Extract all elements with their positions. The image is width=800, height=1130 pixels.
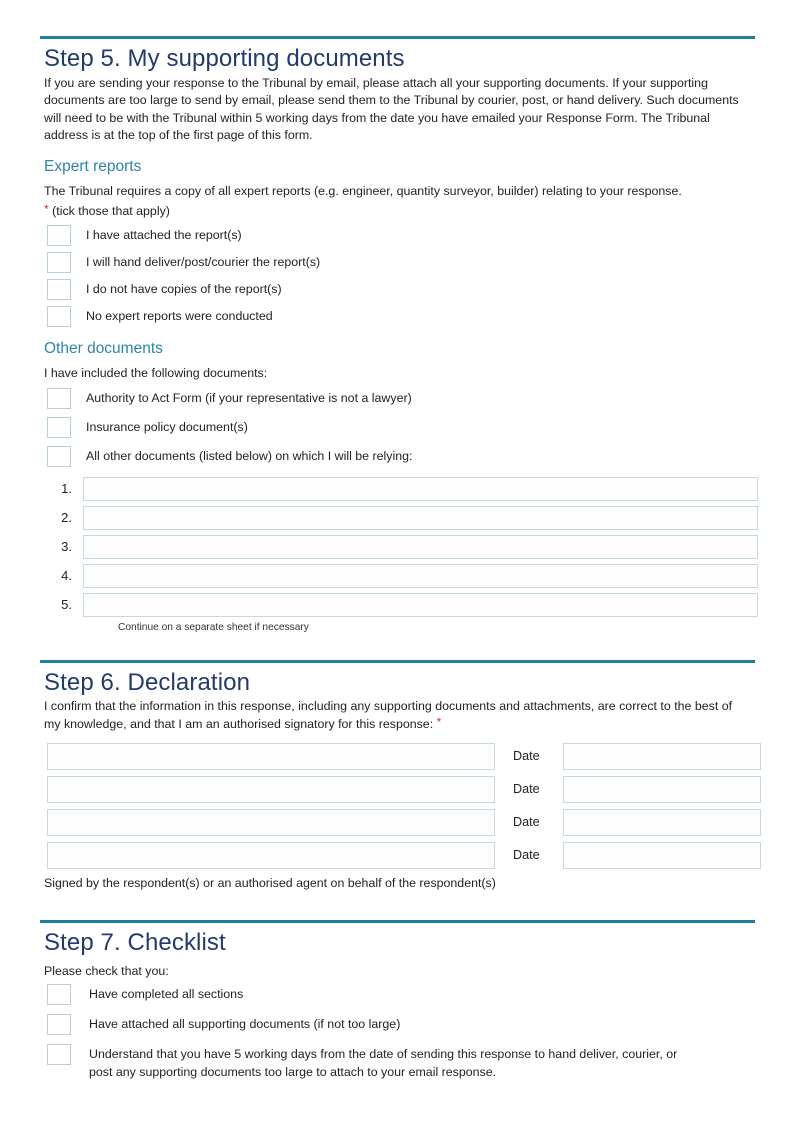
confirmation-statement: I confirm that the information in this response, including any supporting documents and attachments, are correct to the best of my knowledge, and that I am an authorised signatory for this response:	[44, 699, 733, 732]
document-input-4[interactable]	[83, 564, 758, 588]
checkbox-label-expert-attached: I have attached the report(s)	[86, 228, 242, 243]
document-input-5[interactable]	[83, 593, 758, 617]
checklist-checkbox-list	[40, 984, 760, 1081]
checkbox-row-authority-to-act[interactable]	[40, 388, 760, 409]
expert-reports-tick-instruction	[44, 203, 744, 221]
date-input-3[interactable]	[563, 809, 761, 836]
checkbox-expert-none-conducted[interactable]	[47, 306, 71, 327]
checkbox-row-completed-all-sections[interactable]	[40, 984, 760, 1005]
tick-instruction-text: (tick those that apply)	[52, 203, 170, 218]
declaration-row-1	[40, 743, 760, 770]
checklist-instruction: Please check that you:	[44, 964, 169, 979]
checkbox-label-expert-none-conducted: No expert reports were conducted	[86, 309, 273, 324]
declaration-row-2	[40, 776, 760, 803]
checkbox-row-understand-5-working-days[interactable]	[40, 1044, 760, 1081]
checkbox-row-attached-supporting-documents[interactable]	[40, 1014, 760, 1035]
checkbox-completed-all-sections[interactable]	[47, 984, 71, 1005]
declaration-row-3	[40, 809, 760, 836]
document-row-4	[40, 564, 760, 588]
checkbox-expert-attached[interactable]	[47, 225, 71, 246]
other-documents-numbered-list	[40, 477, 760, 633]
checkbox-label-expert-hand-deliver: I will hand deliver/post/courier the report(s)	[86, 255, 321, 270]
other-documents-heading: Other documents	[44, 340, 163, 358]
checkbox-expert-no-copies[interactable]	[47, 279, 71, 300]
step-7-title: Step 7. Checklist	[44, 928, 226, 956]
other-documents-checkbox-list	[40, 388, 760, 467]
expert-reports-checkbox-list	[40, 225, 760, 327]
step-7-header-rule	[40, 920, 755, 923]
checkbox-authority-to-act[interactable]	[47, 388, 71, 409]
declaration-row-4	[40, 842, 760, 869]
document-row-3	[40, 535, 760, 559]
document-input-2[interactable]	[83, 506, 758, 530]
signature-input-1[interactable]	[47, 743, 495, 770]
checkbox-label-expert-no-copies: I do not have copies of the report(s)	[86, 282, 282, 297]
step-6-title: Step 6. Declaration	[44, 668, 251, 696]
checkbox-row-expert-none-conducted[interactable]	[40, 306, 760, 327]
checkbox-row-all-other-documents[interactable]	[40, 446, 760, 467]
document-number-5: 5.	[61, 597, 72, 613]
document-input-1[interactable]	[83, 477, 758, 501]
declaration-rows	[40, 743, 760, 869]
document-row-1	[40, 477, 760, 501]
document-number-1: 1.	[61, 481, 72, 497]
signed-by-note: Signed by the respondent(s) or an authorised agent on behalf of the respondent(s)	[44, 875, 496, 890]
date-input-4[interactable]	[563, 842, 761, 869]
checkbox-row-expert-hand-deliver[interactable]	[40, 252, 760, 273]
checkbox-row-insurance-policy[interactable]	[40, 417, 760, 438]
date-label-2: Date	[513, 782, 540, 797]
document-number-3: 3.	[61, 539, 72, 555]
checkbox-label-completed-all-sections: Have completed all sections	[89, 987, 244, 1002]
section-step-5	[40, 0, 760, 633]
checkbox-expert-hand-deliver[interactable]	[47, 252, 71, 273]
checkbox-row-expert-attached[interactable]	[40, 225, 760, 246]
checkbox-attached-supporting-documents[interactable]	[47, 1014, 71, 1035]
step-5-intro-text: If you are sending your response to the Tribunal by email, please attach all your supporting documents. If your supporting documents are too large to send by email, please send them to the Tribunal by courier, post, or hand delivery. Such documents will need to be with the Tribunal within 5 working days from the date you have emailed your Response Form. The Tribunal address is at the top of the first page of this form.	[44, 75, 739, 143]
required-asterisk-declaration: *	[436, 715, 442, 730]
checkbox-row-expert-no-copies[interactable]	[40, 279, 760, 300]
document-row-2	[40, 506, 760, 530]
date-label-1: Date	[513, 749, 540, 764]
checkbox-label-insurance-policy: Insurance policy document(s)	[86, 419, 248, 434]
document-number-4: 4.	[61, 568, 72, 584]
signature-input-2[interactable]	[47, 776, 495, 803]
checkbox-understand-5-working-days[interactable]	[47, 1044, 71, 1065]
checkbox-label-attached-supporting-documents: Have attached all supporting documents (if not too large)	[89, 1017, 401, 1032]
continue-on-separate-sheet-note: Continue on a separate sheet if necessary	[118, 621, 309, 633]
other-documents-description: I have included the following documents:	[44, 366, 268, 381]
expert-reports-heading: Expert reports	[44, 158, 142, 176]
checkbox-label-authority-to-act: Authority to Act Form (if your representative is not a lawyer)	[86, 390, 412, 405]
step-6-header-rule	[40, 660, 755, 663]
signature-input-3[interactable]	[47, 809, 495, 836]
expert-reports-description: The Tribunal requires a copy of all expert reports (e.g. engineer, quantity surveyor, builder) relating to your response.	[44, 184, 682, 199]
step-5-header-rule	[40, 36, 755, 39]
checkbox-label-understand-5-working-days: Understand that you have 5 working days from the date of sending this response to hand deliver, courier, or post any supporting documents too large to attach to your email response.	[89, 1047, 678, 1079]
date-input-1[interactable]	[563, 743, 761, 770]
document-input-3[interactable]	[83, 535, 758, 559]
signature-input-4[interactable]	[47, 842, 495, 869]
date-label-3: Date	[513, 815, 540, 830]
section-step-7	[40, 890, 760, 1082]
date-label-4: Date	[513, 848, 540, 863]
section-step-6	[40, 633, 760, 890]
checkbox-all-other-documents[interactable]	[47, 446, 71, 467]
date-input-2[interactable]	[563, 776, 761, 803]
checkbox-insurance-policy[interactable]	[47, 417, 71, 438]
document-number-2: 2.	[61, 510, 72, 526]
checkbox-label-all-other-documents: All other documents (listed below) on which I will be relying:	[86, 448, 413, 463]
document-row-5	[40, 593, 760, 617]
step-6-confirmation-text	[44, 698, 734, 733]
step-5-title: Step 5. My supporting documents	[44, 45, 405, 72]
required-asterisk-expert-reports: *	[44, 201, 49, 216]
